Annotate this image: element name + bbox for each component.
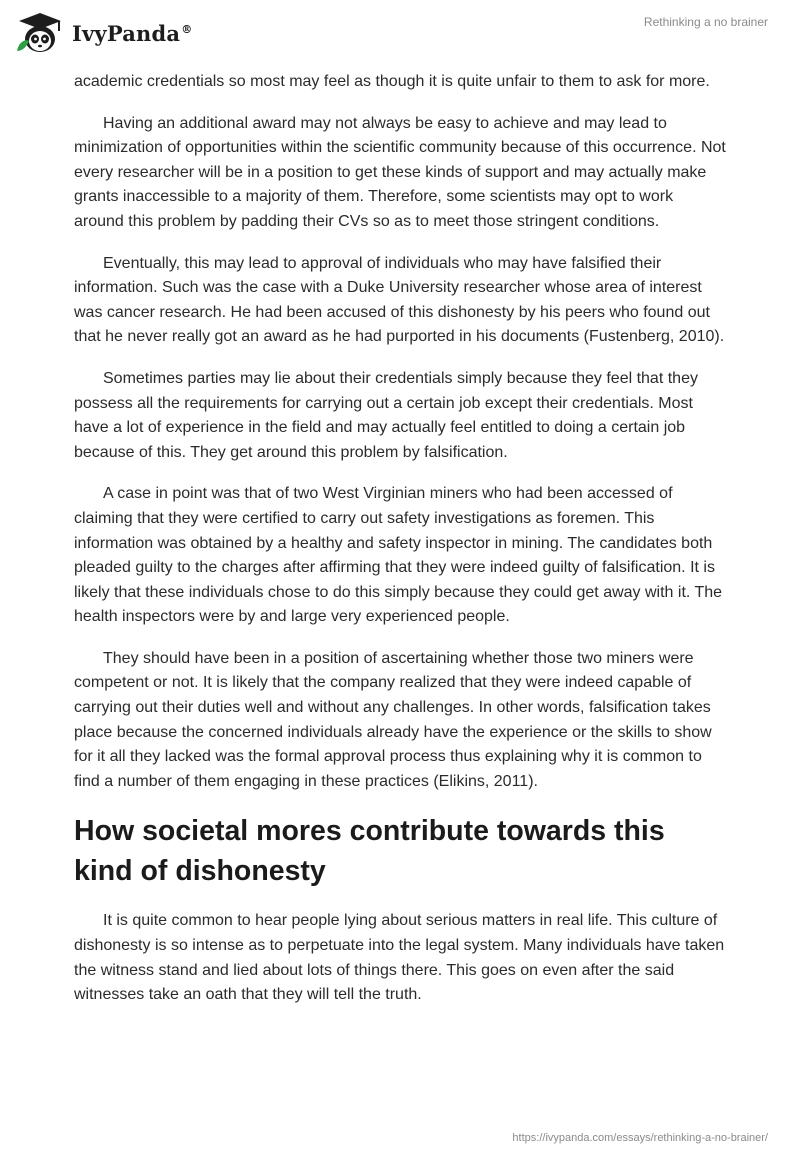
ivypanda-logo[interactable]: [14, 10, 192, 56]
section-heading: How societal mores contribute towards this kind of dishonesty: [74, 815, 665, 888]
essay-content: [74, 70, 726, 1025]
paragraph: They should have been in a position of ascertaining whether those two miners were competent or not. It is likely that the company realized that they were indeed capable of carrying out their duties well and without any challenges. In other words, falsification takes place because the concerned individuals already have the experience or the skills to show for it all they lacked was the formal approval process thus explaining why it is common to find a number of them engaging in these practices (Elikins, 2011).: [74, 649, 712, 790]
paragraph: A case in point was that of two West Virginian miners who had been accessed of claiming that they were certified to carry out safety investigations as foremen. This information was obtained by a healthy and safety inspector in mining. The candidates both pleaded guilty to the charges after affirming that they were indeed guilty of falsification. It is likely that these individuals chose to do this simply because they could get away with it. The health inspectors were by and large very experienced people.: [74, 485, 723, 626]
logo-text: IvyPanda®: [72, 20, 193, 46]
panda-graduate-icon: [14, 11, 66, 55]
paragraph: academic credentials so most may feel as though it is quite unfair to them to ask for more.: [74, 73, 710, 90]
source-url[interactable]: https://ivypanda.com/essays/rethinking-a-no-brainer/: [512, 1132, 768, 1144]
paragraph: It is quite common to hear people lying about serious matters in real life. This culture of dishonesty is so intense as to perpetuate into the legal system. Many individuals have taken the witness stand and lied about lots of things there. This goes on even after the said witnesses take an oath that they will tell the truth.: [74, 912, 725, 1004]
paragraph: Eventually, this may lead to approval of individuals who may have falsified their information. Such was the case with a Duke University researcher whose area of interest was cancer research. He had been accused of this dishonesty by his peers who found out that he never really got an award as he had purported in his documents (Fustenberg, 2010).: [74, 254, 725, 346]
document-title: Rethinking a no brainer: [643, 15, 768, 29]
paragraph: Sometimes parties may lie about their credentials simply because they feel that they possess all the requirements for carrying out a certain job except their credentials. Most have a lot of experience in the field and may actually feel entitled to doing a certain job because of this. They get around this problem by falsification.: [74, 369, 698, 461]
page-header: [0, 0, 800, 66]
paragraph: Having an additional award may not always be easy to achieve and may lead to minimization of opportunities within the scientific community because of this occurrence. Not every researcher will be in a position to get these kinds of support and may actually make grants inaccessible to a majority of them. Therefore, some scientists may opt to work around this problem by padding their CVs so as to meet those stringent conditions.: [74, 114, 726, 230]
